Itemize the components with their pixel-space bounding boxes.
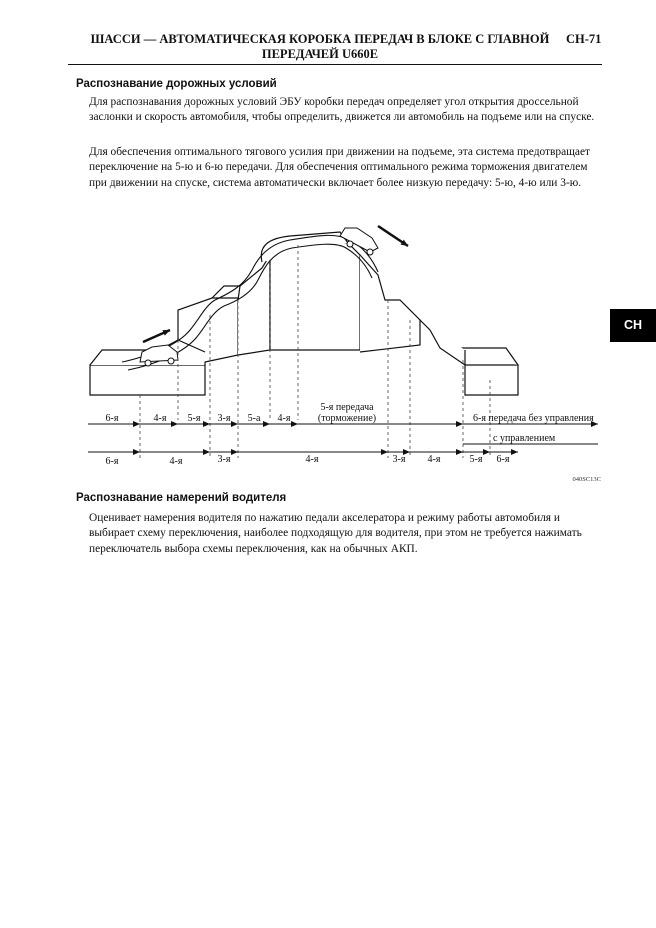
paragraph-driver-intent: Оценивает намерения водителя по нажатию педали акселератора и режиму работы автомобиля и выбирает схему переключения, наиболее подходящую для водителя, при этом не требуется нажимать переключатель выбора схемы переключения, как на обычных АКП. bbox=[89, 512, 582, 555]
gear-label-r2-4: 4-я bbox=[305, 454, 319, 465]
paragraph-road-detection: Для распознавания дорожных условий ЭБУ коробки передач определяет угол открытия дроссельной заслонки и скорость автомобиля, чтобы определить, движется ли автомобиль на подъеме или на спуске. bbox=[89, 96, 595, 124]
gear-label-r1-5: 5-а bbox=[247, 413, 261, 424]
gear-label-r1-1: 6-я bbox=[105, 413, 119, 424]
gear-label-r2-5: 3-я bbox=[392, 454, 406, 465]
terrain-illustration bbox=[90, 232, 518, 395]
side-tab-ch: CH bbox=[610, 309, 656, 342]
gear-label-r1-3: 5-я bbox=[187, 413, 201, 424]
direction-arrow-uphill bbox=[143, 330, 170, 342]
gear-label-r1-2: 4-я bbox=[153, 413, 167, 424]
gear-label-r2-7: 5-я bbox=[469, 454, 483, 465]
gear-label-r1-4: 3-я bbox=[217, 413, 231, 424]
gear-label-r2-3: 3-я bbox=[217, 454, 231, 465]
with-control-label: с управлением bbox=[493, 433, 556, 444]
page-number: CH-71 bbox=[566, 32, 602, 46]
braking-label-line1: 5-я передача bbox=[320, 402, 374, 413]
section-title-driver-intent: Распознавание намерений водителя bbox=[76, 492, 287, 504]
gear-label-r2-1: 6-я bbox=[105, 456, 119, 467]
paragraph-optimal-traction: Для обеспечения оптимального тягового усилия при движении на подъеме, эта система предотвращает переключение на 5-ю и 6-ю передачи. Для обеспечения оптимального режима торможения двигателем при движении на спуске, система автоматически включает более низкую передачу: 5-ю, 4-ю или 3-ю. bbox=[89, 146, 591, 189]
direction-arrow-downhill bbox=[378, 226, 408, 246]
page-header-title: ШАССИ — АВТОМАТИЧЕСКАЯ КОРОБКА ПЕРЕДАЧ В БЛОКЕ С ГЛАВНОЙ ПЕРЕДАЧЕЙ U660E bbox=[90, 32, 550, 61]
gear-label-r2-6: 4-я bbox=[427, 454, 441, 465]
gear-label-r2-2: 4-я bbox=[169, 456, 183, 467]
figure-code: 040SC13C bbox=[572, 476, 601, 483]
no-control-label: 6-я передача без управления bbox=[473, 413, 594, 424]
gear-label-r2-8: 6-я bbox=[496, 454, 510, 465]
section-title-road-conditions: Распознавание дорожных условий bbox=[76, 78, 277, 90]
gear-label-r1-6: 4-я bbox=[277, 413, 291, 424]
braking-label-line2: (торможение) bbox=[317, 413, 377, 424]
